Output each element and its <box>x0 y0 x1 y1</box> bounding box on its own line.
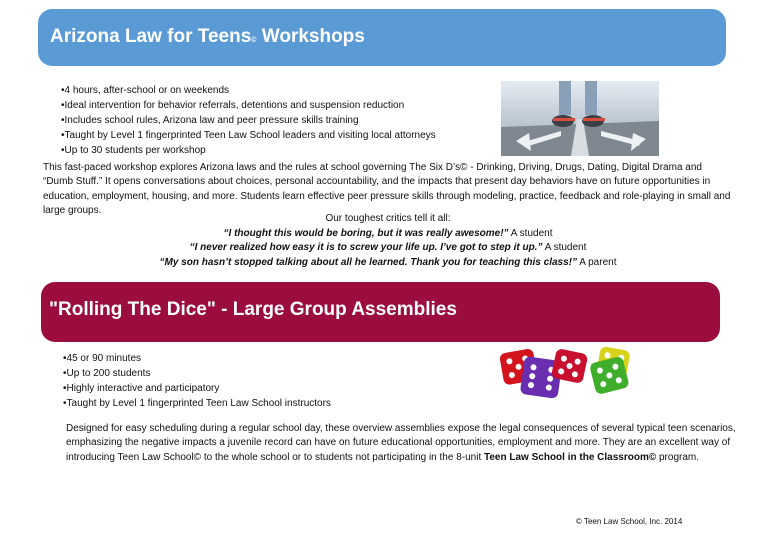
testimonial: “I never realized how easy it is to screw your life up. I’ve got to step it up.” A student <box>189 242 587 253</box>
dice-image <box>497 344 647 406</box>
list-item: • 4 hours, after-school or on weekends <box>61 83 436 98</box>
assemblies-title: "Rolling The Dice" - Large Group Assemblies <box>49 299 457 320</box>
assemblies-banner <box>41 282 720 342</box>
workshop-description: This fast-paced workshop explores Arizona laws and the rules at school governing The Six D’s© - Drinking, Driving, Drugs, Dating, Digital Drama and “Dumb Stuff.” It opens conversations about choices, personal accountability, and the impacts that present day behaviors have on future opportunities in education, employment, housing, and more. Students learn effective peer pressure skills through modeling, practice, feedback and role-playing in small and large groups. <box>43 162 731 216</box>
list-item: • Highly interactive and participatory <box>63 381 331 396</box>
assemblies-bullet-list <box>63 351 331 411</box>
testimonial: “My son hasn’t stopped talking about all he learned. Thank you for teaching this class!” A parent <box>159 256 617 268</box>
list-item: • Taught by Level 1 fingerprinted Teen Law School leaders and visiting local attorneys <box>61 128 436 143</box>
list-item: • Up to 200 students <box>63 366 331 381</box>
list-item: • 45 or 90 minutes <box>63 351 331 366</box>
workshop-banner <box>38 9 726 66</box>
list-item: • Ideal intervention for behavior referrals, detentions and suspension reduction <box>61 98 436 113</box>
copyright-notice: © Teen Law School, Inc. 2014 <box>576 517 683 526</box>
testimonials <box>43 212 733 270</box>
workshop-title: Arizona Law for Teens© Workshops <box>50 26 365 47</box>
workshop-bullet-list <box>61 83 436 158</box>
assemblies-description: Designed for easy scheduling during a regular school day, these overview assemblies expose the legal consequences of several typical teen scenarios, emphasizing the negative impacts a juvenile record can have on future educational opportunities, employment and more. They are an excellent way of introducing Teen Law School© to the whole school or to students not participating in the 8-unit Teen Law School in the Classroom© program. <box>66 423 736 463</box>
critics-intro: Our toughest critics tell it all: <box>325 213 451 224</box>
testimonial: “I thought this would be boring, but it was really awesome!” A student <box>223 227 553 239</box>
crossroads-photo <box>501 81 659 156</box>
list-item: • Includes school rules, Arizona law and peer pressure skills training <box>61 113 436 128</box>
list-item: • Up to 30 students per workshop <box>61 143 436 158</box>
list-item: • Taught by Level 1 fingerprinted Teen Law School instructors <box>63 396 331 411</box>
